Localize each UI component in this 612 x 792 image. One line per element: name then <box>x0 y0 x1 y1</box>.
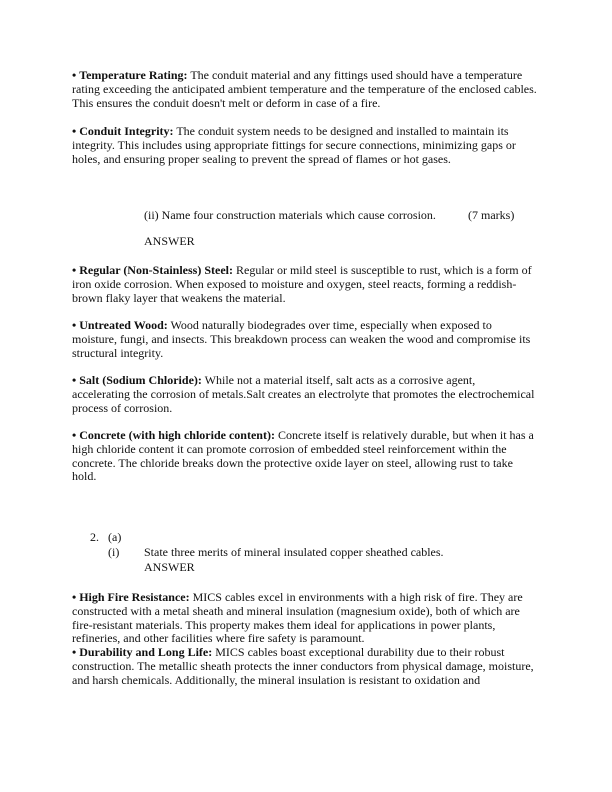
paragraph-line: holes, and ensuring proper sealing to prevent the spread of flames or hot gases. <box>72 151 451 166</box>
paragraph-durability <box>72 646 552 687</box>
question-ii-marks: (7 marks) <box>468 208 515 222</box>
paragraph-label: Salt (Sodium Chloride): <box>79 373 202 387</box>
paragraph-label: Conduit Integrity: <box>79 124 174 138</box>
paragraph-line: hold. <box>72 469 97 484</box>
answer-heading: ANSWER <box>144 234 195 248</box>
paragraph-line: refineries, and other facilities where fire safety is paramount. <box>72 631 365 646</box>
question-part: (a) <box>108 530 122 544</box>
paragraph-line: fire-resistant materials. This property makes them ideal for applications in power plants, <box>72 617 496 632</box>
paragraph-label: High Fire Resistance: <box>79 590 190 604</box>
paragraph-label: Durability and Long Life: <box>79 645 213 659</box>
paragraph-wood <box>72 319 552 360</box>
bullet-icon: • <box>72 428 77 442</box>
paragraph-text: Regular or mild steel is susceptible to rust, which is a form of <box>232 263 532 277</box>
paragraph-line <box>72 646 552 660</box>
paragraph-steel <box>72 264 552 305</box>
question-2-text: State three merits of mineral insulated copper sheathed cables. <box>144 545 444 559</box>
paragraph-label: Regular (Non-Stainless) Steel: <box>79 263 233 277</box>
paragraph-line: structural integrity. <box>72 345 164 360</box>
paragraph-line: rating exceeding the anticipated ambient temperature and the temperature of the enclosed cables. <box>72 81 537 96</box>
paragraph-line: accelerating the corrosion of metals.Salt creates an electrolyte that promotes the electrochemical <box>72 386 535 401</box>
paragraph-line <box>72 319 552 333</box>
bullet-icon: • <box>72 590 77 604</box>
paragraph-line: moisture, fungi, and insects. This breakdown process can weaken the wood and compromise its <box>72 331 531 346</box>
paragraph-line <box>72 374 552 388</box>
bullet-icon: • <box>72 645 77 659</box>
paragraph-salt <box>72 374 552 415</box>
bullet-icon: • <box>72 373 77 387</box>
answer-heading-2: ANSWER <box>144 560 195 574</box>
paragraph-line: This ensures the conduit doesn't melt or deform in case of a fire. <box>72 95 381 110</box>
paragraph-text: Concrete itself is relatively durable, but when it has a <box>274 428 534 442</box>
paragraph-high-fire-resistance <box>72 591 552 646</box>
paragraph-temperature-rating <box>72 69 552 110</box>
paragraph-label: Concrete (with high chloride content): <box>79 428 275 442</box>
question-number: 2. <box>90 530 99 544</box>
paragraph-text: MICS cables excel in environments with a high risk of fire. They are <box>189 590 523 604</box>
paragraph-line: integrity. This includes using appropriate fittings for secure connections, minimizing gaps or <box>72 137 516 152</box>
paragraph-line: and harsh chemicals. Additionally, the mineral insulation is resistant to oxidation and <box>72 672 481 687</box>
paragraph-line <box>72 264 552 278</box>
paragraph-text: The conduit material and any fittings used should have a temperature <box>187 68 523 82</box>
paragraph-line: concrete. The chloride breaks down the protective oxide layer on steel, allowing rust to take <box>72 455 513 470</box>
paragraph-line <box>72 591 552 605</box>
paragraph-text: Wood naturally biodegrades over time, especially when exposed to <box>167 318 492 332</box>
question-ii-text: (ii) Name four construction materials which cause corrosion. <box>144 208 436 222</box>
paragraph-line: iron oxide corrosion. When exposed to moisture and oxygen, steel reacts, forming a reddish- <box>72 276 517 291</box>
paragraph-text: While not a material itself, salt acts as a corrosive agent, <box>201 373 476 387</box>
paragraph-label: Untreated Wood: <box>79 318 168 332</box>
paragraph-line <box>72 69 552 83</box>
paragraph-text: The conduit system needs to be designed and installed to maintain its <box>173 124 509 138</box>
paragraph-line <box>72 125 552 139</box>
paragraph-concrete <box>72 429 552 484</box>
paragraph-line: process of corrosion. <box>72 400 173 415</box>
bullet-icon: • <box>72 318 77 332</box>
bullet-icon: • <box>72 124 77 138</box>
paragraph-label: Temperature Rating: <box>79 68 188 82</box>
paragraph-line: brown flaky layer that weakens the material. <box>72 290 286 305</box>
paragraph-line <box>72 429 552 443</box>
paragraph-conduit-integrity <box>72 125 552 166</box>
paragraph-line: constructed with a metal sheath and mineral insulation (magnesium oxide), both of which are <box>72 603 520 618</box>
bullet-icon: • <box>72 68 77 82</box>
paragraph-line: high chloride content it can promote corrosion of embedded steel reinforcement within the <box>72 441 507 456</box>
paragraph-text: MICS cables boast exceptional durability due to their robust <box>212 645 505 659</box>
bullet-icon: • <box>72 263 77 277</box>
question-sub: (i) <box>108 545 120 559</box>
paragraph-line: construction. The metallic sheath protects the inner conductors from physical damage, moisture, <box>72 658 534 673</box>
